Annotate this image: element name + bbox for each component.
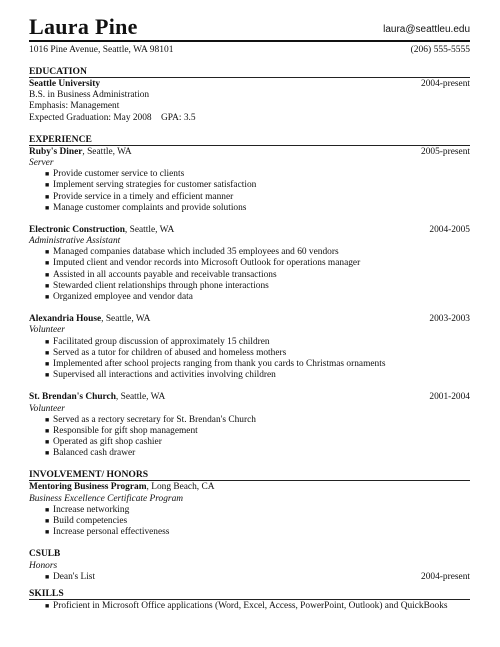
job-role: Volunteer: [29, 403, 65, 414]
square-bullet-icon: ■: [45, 270, 50, 279]
organization-name: Ruby's Diner: [29, 146, 83, 157]
mailing-address: 1016 Pine Avenue, Seattle, WA 98101: [29, 45, 174, 55]
entry-title-line: [29, 392, 470, 403]
involvement-heading: INVOLVEMENT/ HONORS: [29, 469, 470, 481]
list-item: ■ Provide customer service to clients: [45, 169, 185, 180]
square-bullet-icon: ■: [45, 259, 50, 268]
organization-location: , Seattle, WA: [101, 314, 151, 325]
experience-entry: [29, 392, 470, 459]
square-bullet-icon: ■: [45, 281, 50, 290]
list-item: ■ Proficient in Microsoft Office applications (Word, Excel, Access, PowerPoint, Outlook) and QuickBooks: [45, 600, 448, 611]
organization-location: , Seattle, WA: [82, 146, 132, 157]
list-item: ■ Facilitated group discussion of approximately 15 children: [45, 336, 270, 347]
entry-title-line: [29, 314, 470, 325]
list-item: ■ Increase personal effectiveness: [45, 527, 170, 538]
education-section: [29, 66, 470, 124]
entry-title-line: [29, 147, 470, 158]
experience-entry: [29, 147, 470, 214]
list-item: ■ Organized employee and vendor data: [45, 292, 193, 302]
honor-list: [29, 572, 470, 583]
skills-list: [29, 601, 470, 612]
list-item: ■ Supervised all interactions and activities involving children: [45, 370, 276, 381]
square-bullet-icon: ■: [45, 348, 50, 357]
honor-type: Honors: [29, 560, 58, 571]
list-item: ■ Dean's List 2004-present: [45, 571, 470, 582]
square-bullet-icon: ■: [45, 601, 50, 610]
honor-dates: 2004-present: [421, 571, 470, 582]
organization-location: , Seattle, WA: [124, 224, 175, 235]
duty-list: [29, 415, 470, 460]
experience-heading: EXPERIENCE: [29, 134, 470, 146]
experience-section: [29, 134, 470, 460]
school-name: Seattle University: [29, 79, 101, 89]
square-bullet-icon: ■: [45, 517, 50, 525]
job-role: Volunteer: [29, 325, 65, 336]
education-school-line: [29, 79, 470, 90]
list-item: ■ Responsible for gift shop management: [45, 425, 198, 436]
square-bullet-icon: ■: [45, 426, 50, 435]
education-heading: EDUCATION: [29, 66, 470, 78]
square-bullet-icon: ■: [45, 415, 50, 424]
graduation-line: [29, 113, 470, 124]
square-bullet-icon: ■: [45, 170, 50, 179]
organization-name: Mentoring Business Program: [29, 482, 147, 493]
list-item: ■ Increase networking: [45, 504, 130, 515]
square-bullet-icon: ■: [45, 438, 50, 447]
skills-section: [29, 588, 470, 612]
experience-entry: [29, 225, 470, 303]
square-bullet-icon: ■: [45, 528, 50, 537]
entry-dates: 2003-2003: [429, 314, 470, 325]
entry-title-line: [29, 225, 470, 236]
list-item: ■ Managed companies database which included 35 employees and 60 vendors: [45, 247, 339, 258]
job-role: Server: [29, 157, 54, 168]
goal-list: [29, 505, 470, 539]
list-item: ■ Served as a tutor for children of abused and homeless mothers: [45, 347, 287, 358]
gpa: GPA: 3.5: [161, 112, 196, 123]
square-bullet-icon: ■: [45, 181, 50, 190]
resume-body: [29, 66, 470, 612]
square-bullet-icon: ■: [45, 449, 50, 458]
square-bullet-icon: ■: [45, 192, 50, 201]
organization-name: Electronic Construction: [29, 224, 125, 235]
square-bullet-icon: ■: [45, 371, 50, 380]
program-name: Business Excellence Certificate Program: [29, 493, 184, 504]
square-bullet-icon: ■: [45, 337, 50, 346]
list-item: ■ Provide service in a timely and efficient manner: [45, 191, 234, 202]
skills-heading: SKILLS: [29, 588, 470, 600]
emphasis: Emphasis: Management: [29, 101, 120, 112]
square-bullet-icon: ■: [45, 505, 50, 514]
organization-location: , Long Beach, CA: [146, 482, 215, 493]
list-item: ■ Build competencies: [45, 516, 128, 526]
list-item: ■ Balanced cash drawer: [45, 448, 136, 459]
square-bullet-icon: ■: [45, 359, 50, 368]
organization-name: Alexandria House: [29, 314, 102, 325]
list-item: ■ Operated as gift shop cashier: [45, 437, 162, 448]
organization-name: CSULB: [29, 549, 61, 560]
list-item: ■ Implement serving strategies for customer satisfaction: [45, 180, 257, 191]
duty-list: [29, 247, 470, 303]
entry-title-line: [29, 482, 470, 493]
list-item: ■ Served as a rectory secretary for St. Brendan's Church: [45, 414, 256, 425]
duty-list: [29, 337, 470, 382]
entry-title-line: [29, 549, 470, 560]
organization-name: St. Brendan's Church: [29, 392, 116, 403]
list-item: ■ Stewarded client relationships through phone interactions: [45, 280, 269, 291]
square-bullet-icon: ■: [45, 248, 50, 257]
list-item: ■ Manage customer complaints and provide solutions: [45, 202, 247, 213]
involvement-entry: [29, 482, 470, 538]
candidate-name: Laura Pine: [29, 14, 138, 39]
job-role: Administrative Assistant: [29, 236, 121, 247]
entry-dates: 2001-2004: [429, 392, 470, 403]
list-item: ■ Imputed client and vendor records into Microsoft Outlook for operations manager: [45, 258, 361, 269]
entry-dates: 2005-present: [421, 146, 470, 157]
involvement-section: [29, 469, 470, 583]
square-bullet-icon: ■: [45, 203, 50, 212]
header-rule: [29, 40, 470, 42]
square-bullet-icon: ■: [45, 572, 50, 581]
graduation-date: Expected Graduation: May 2008: [29, 112, 152, 123]
list-item: ■ Implemented after school projects ranging from thank you cards to Christmas ornaments: [45, 358, 386, 369]
organization-location: , Seattle, WA: [115, 392, 166, 403]
phone-number: (206) 555-5555: [410, 45, 470, 55]
education-dates: 2004-present: [421, 79, 470, 89]
email-address: laura@seattleu.edu: [383, 24, 470, 35]
duty-list: [29, 169, 470, 214]
degree: B.S. in Business Administration: [29, 90, 150, 101]
square-bullet-icon: ■: [45, 293, 50, 301]
list-item: ■ Assisted in all accounts payable and receivable transactions: [45, 269, 277, 280]
entry-dates: 2004-2005: [429, 224, 470, 235]
involvement-entry: [29, 549, 470, 583]
experience-entry: [29, 314, 470, 381]
